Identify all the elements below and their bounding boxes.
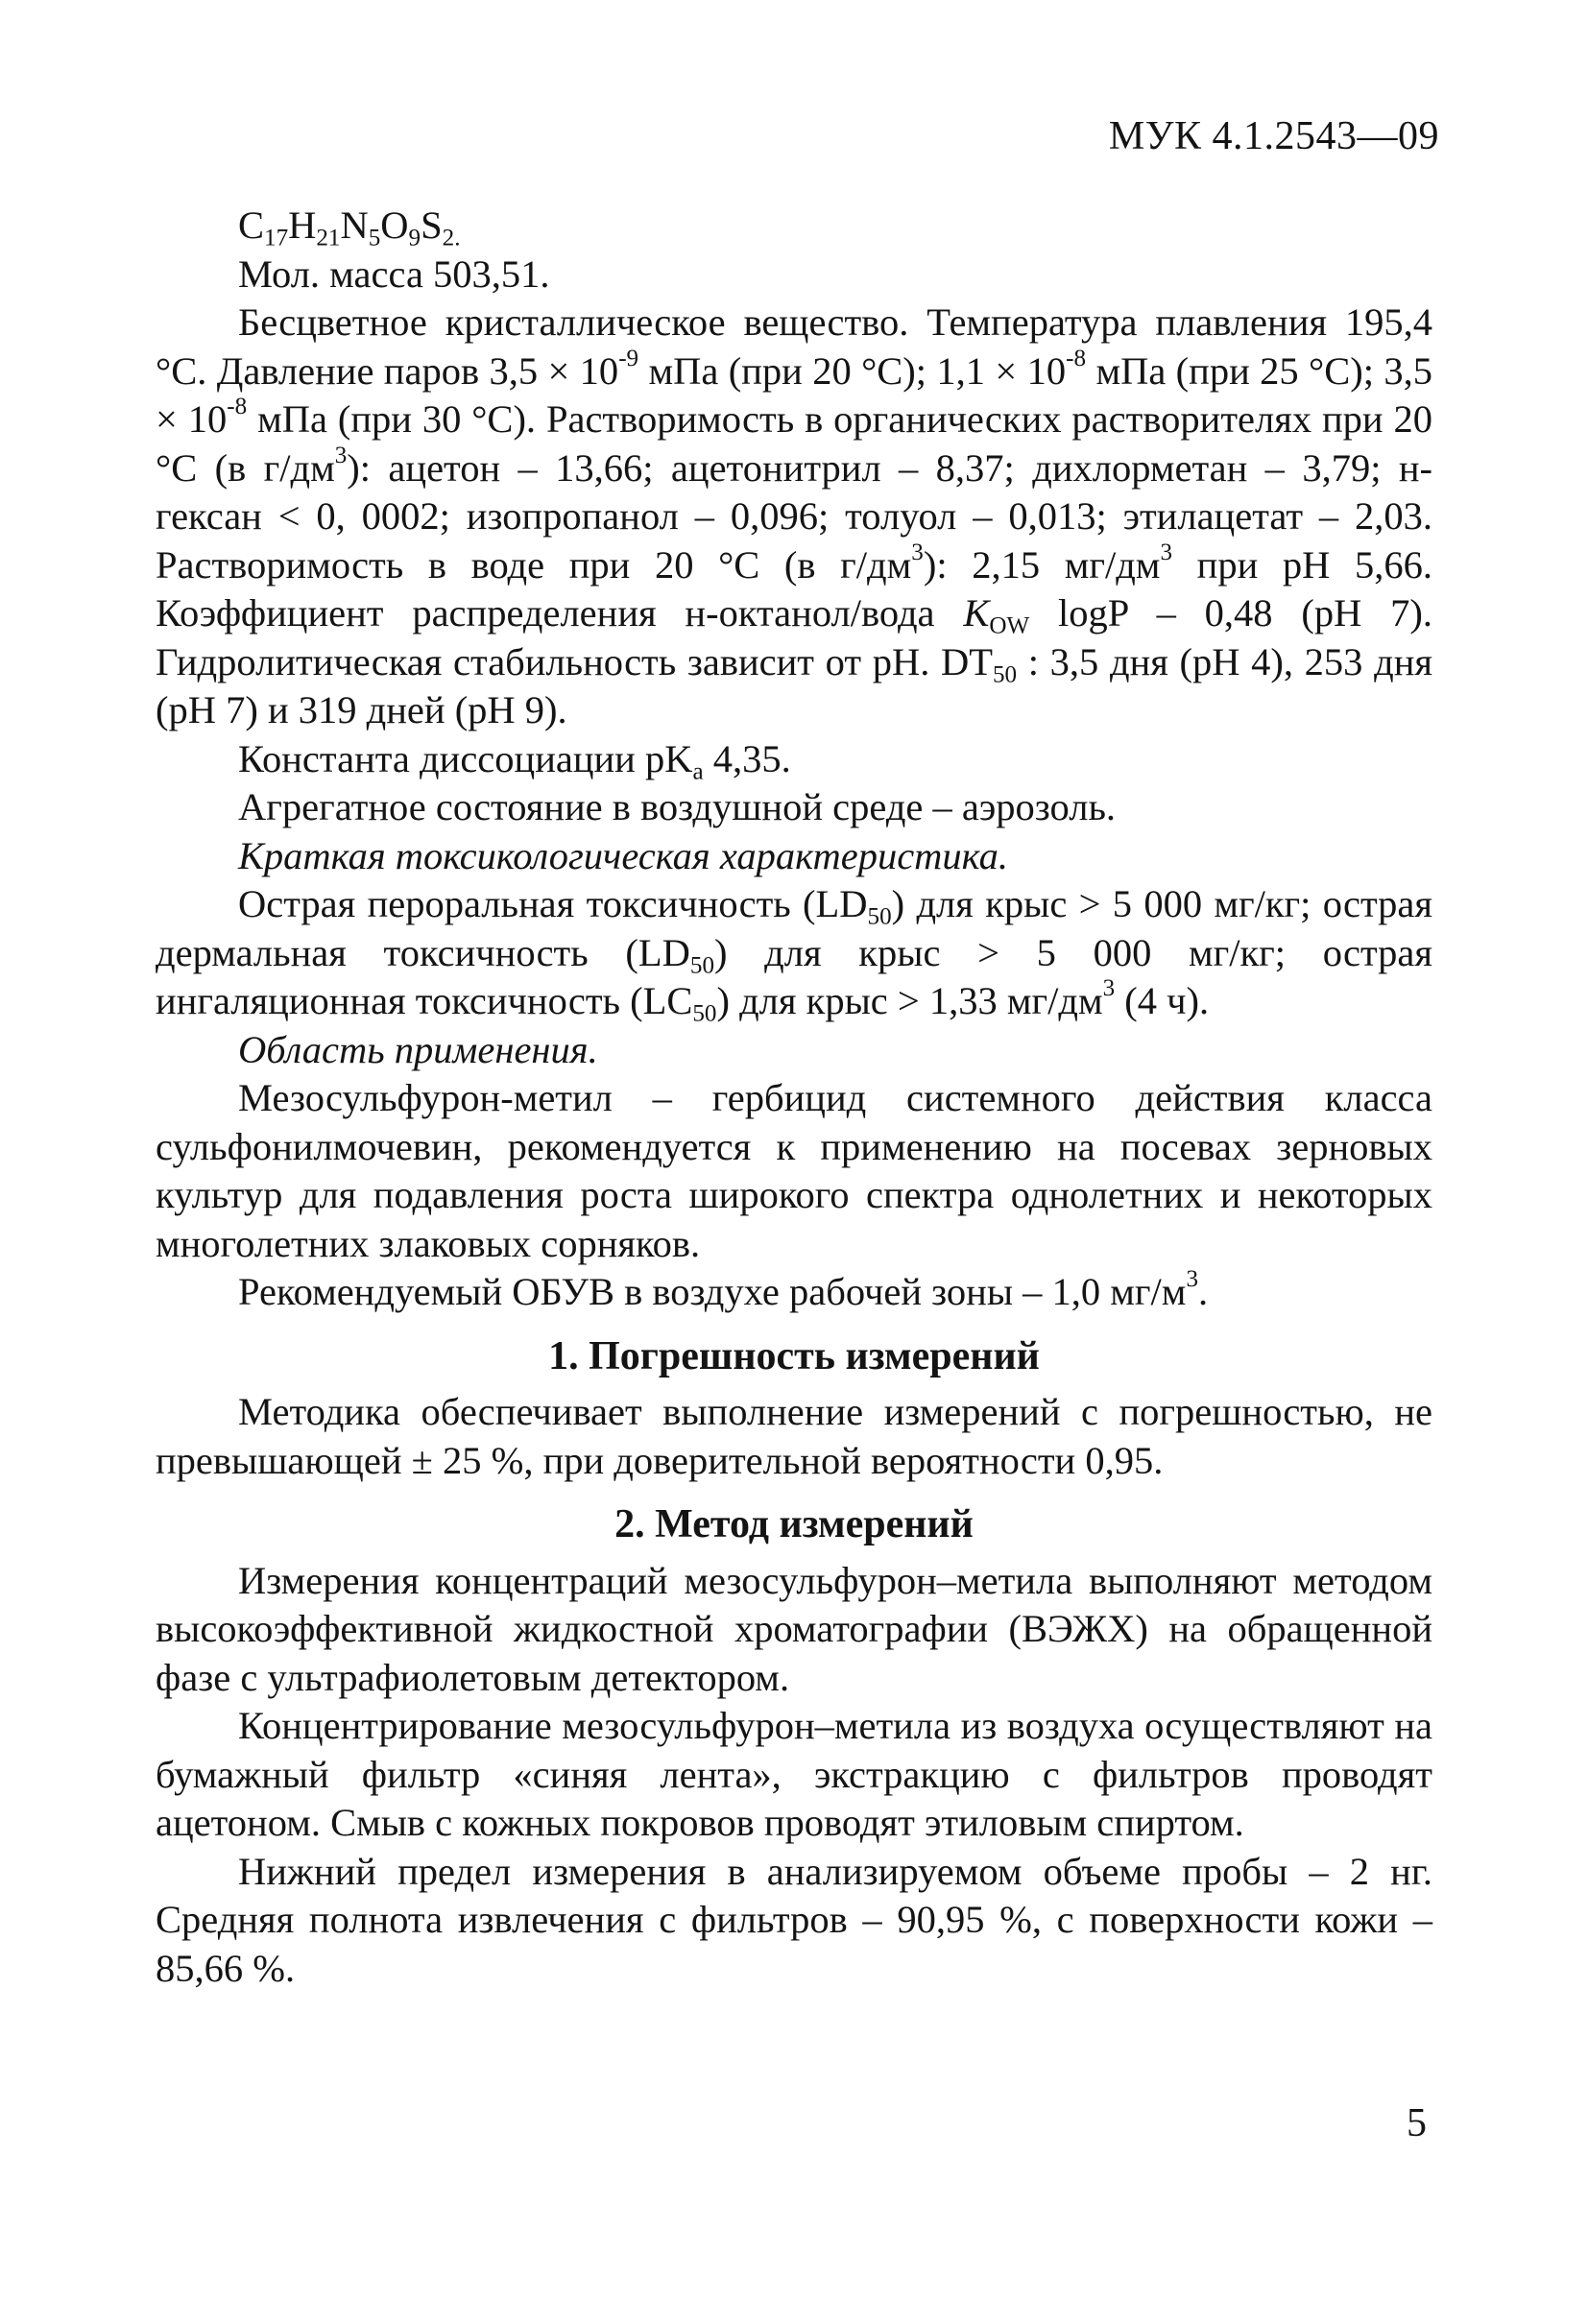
- text-run: ) для крыс > 1,33 мг/дм: [716, 979, 1103, 1022]
- text-run: logP – 0,48 (рН 7). Гидролитическая стабильность зависит от рН. DT: [156, 591, 1433, 683]
- physical-properties-paragraph: [156, 299, 1432, 735]
- aggregate-state: Агрегатное состояние в воздушной среде – аэрозоль.: [238, 785, 1117, 828]
- toxicology-paragraph: [156, 880, 1432, 1026]
- dissociation-constant: [156, 735, 1432, 784]
- application-heading: Область применения.: [238, 1027, 598, 1071]
- formula-element: C: [238, 204, 265, 247]
- text-run: Методика обеспечивает выполнение измерений с погрешностью, не превышающей: [156, 1390, 1432, 1482]
- subscript: 50: [993, 661, 1018, 688]
- text-run: ± 25 %, при доверительной вероятности 0,95.: [411, 1438, 1164, 1482]
- text-run: : 3,5 дня (рН 4), 253 дня (рН 7) и 319 дней (рН 9).: [156, 639, 1433, 731]
- application-paragraph: Мезосульфурон-метил – гербицид системного действия класса сульфонилмочевин, рекомендуется к применению на посевах зерновых культур для подавления роста широкого спектра однолетних и некоторых многолетних злаковых сорняков.: [156, 1076, 1432, 1265]
- text-run: мПа (при 20 °С); 1,1 × 10: [638, 348, 1067, 393]
- text-run: ): 2,15 мг/дм: [923, 542, 1161, 587]
- molecular-mass: Мол. масса 503,51.: [238, 252, 550, 296]
- text-run: ): ацетон – 13,66; ацетонитрил – 8,37; дихлорметан – 3,79; н-гексан < 0, 0002; изопропанол – 0,096; толуол – 0,013; этилацетат – 2,03. Растворимость в воде при 20 °С (в г/дм: [156, 445, 1432, 587]
- text-run: Бесцветное кристаллическое вещество. Температура плавления 195,4 °С. Давление паров 3,5 × 10: [156, 300, 1432, 393]
- page-number: 5: [1407, 2101, 1427, 2145]
- superscript: -8: [227, 394, 248, 420]
- formula-element: S: [421, 204, 443, 247]
- text-run: Константа диссоциации pK: [238, 736, 693, 780]
- superscript: 3: [911, 539, 924, 565]
- obuv-paragraph: [156, 1268, 1432, 1317]
- text-run: 4,35.: [703, 736, 791, 780]
- superscript: -9: [618, 345, 639, 371]
- superscript: -8: [1066, 345, 1087, 371]
- chemical-formula: [156, 202, 1432, 251]
- superscript: 3: [1160, 539, 1173, 565]
- subscript: 50: [692, 1000, 717, 1027]
- text-run: ) для крыс > 5 000 мг/кг; острая дермальная токсичность (LD: [156, 882, 1432, 974]
- formula-element: O: [380, 204, 409, 247]
- document-code: МУК 4.1.2543—09: [1108, 114, 1439, 158]
- text-run: (4 ч).: [1115, 979, 1210, 1022]
- kow-symbol: K: [963, 591, 990, 635]
- toxicology-heading: Краткая токсикологическая характеристика.: [238, 833, 1008, 877]
- formula-count: 17: [264, 225, 289, 252]
- text-run: при рН 5,66. Коэффициент распределения н-октанол/вода: [156, 542, 1432, 635]
- section-1-title: 1. Погрешность измерений: [548, 1333, 1040, 1378]
- section-2-paragraph-3: Нижний предел измерения в анализируемом объеме пробы – 2 нг. Средняя полнота извлечения с фильтров – 90,95 %, с поверхности кожи – 85,66 %.: [156, 1849, 1432, 1990]
- formula-count: 9: [408, 225, 421, 252]
- section-1-paragraph: [156, 1388, 1432, 1485]
- formula-count: 2: [442, 225, 455, 252]
- subscript: 50: [867, 903, 892, 930]
- formula-count: 5: [368, 225, 381, 252]
- text-run: мПа (при 30 °С). Растворимость в органических растворителях при 20 °С (в г/дм: [156, 397, 1432, 490]
- section-2-title: 2. Метод измерений: [614, 1502, 974, 1546]
- section-2-paragraph-2: Концентрирование мезосульфурон–метила из воздуха осуществляют на бумажный фильтр «синяя лента», экстракцию с фильтров проводят ацетоном. Смыв с кожных покровов проводят этиловым спиртом.: [156, 1704, 1432, 1844]
- superscript: 3: [1102, 975, 1116, 1002]
- superscript: 3: [334, 442, 348, 468]
- text-run: .: [1198, 1270, 1209, 1313]
- formula-element: N: [340, 204, 369, 247]
- page-content: [156, 202, 1432, 1993]
- subscript: 50: [689, 952, 714, 979]
- text-run: Острая пероральная токсичность (LD: [238, 882, 868, 925]
- section-2-paragraph-1: Измерения концентраций мезосульфурон–метила выполняют методом высокоэффективной жидкостной хроматографии (ВЭЖХ) на обращенной фазе с ультрафиолетовым детектором.: [156, 1558, 1432, 1699]
- text-run: мПа (при 25 °С); 3,5 × 10: [156, 348, 1432, 441]
- subscript: OW: [989, 612, 1030, 639]
- formula-element: H: [288, 204, 317, 247]
- formula-end: .: [454, 225, 461, 252]
- formula-count: 21: [316, 225, 341, 252]
- text-run: ) для крыс > 5 000 мг/кг; острая ингаляционная токсичность (LC: [156, 930, 1433, 1022]
- superscript: 3: [1186, 1266, 1198, 1293]
- subscript: a: [692, 758, 704, 785]
- text-run: Рекомендуемый ОБУВ в воздухе рабочей зоны – 1,0 мг/м: [238, 1270, 1187, 1313]
